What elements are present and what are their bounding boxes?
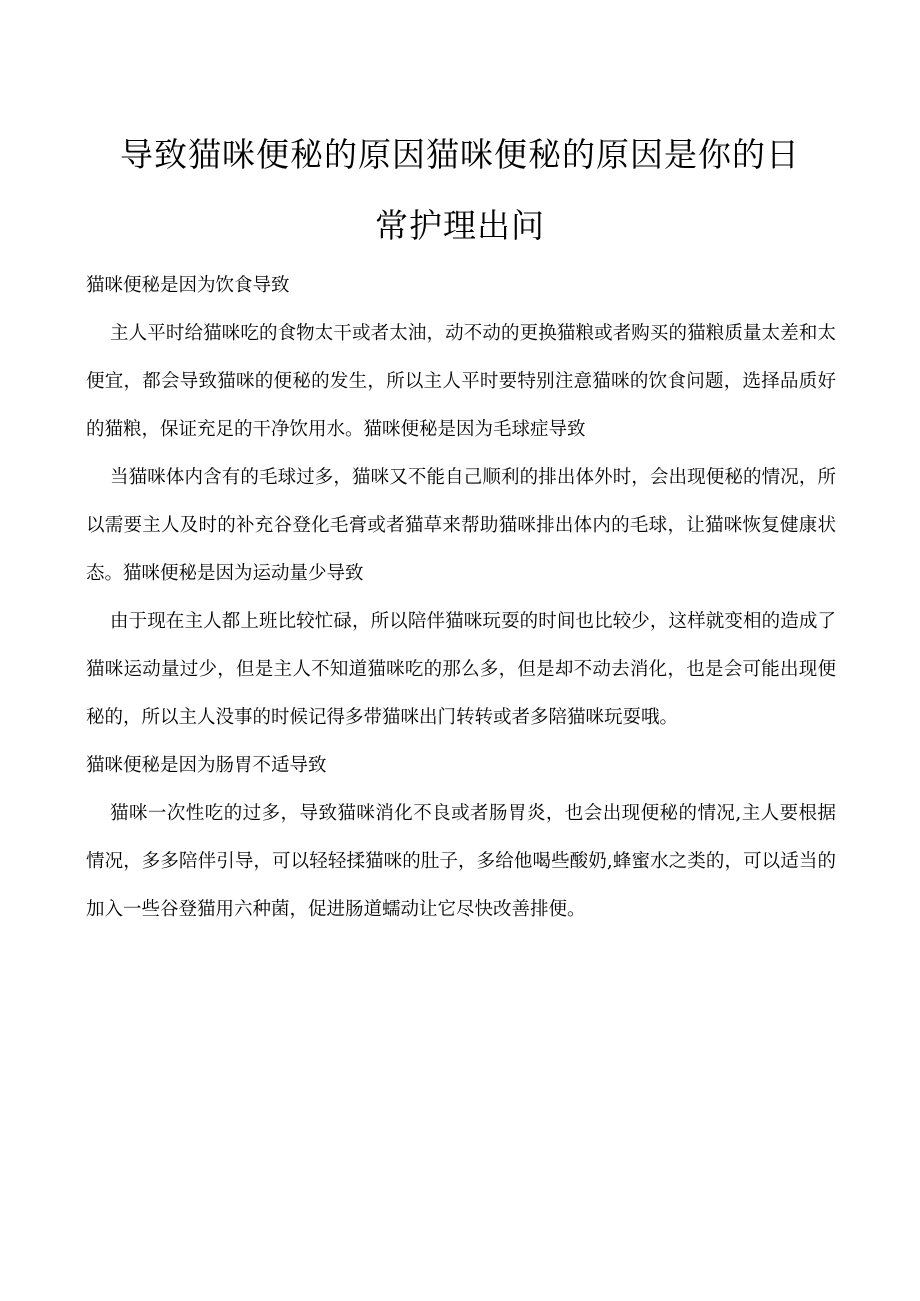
section-heading-stomach: 猫咪便秘是因为肠胃不适导致 bbox=[86, 755, 327, 776]
paragraph-exercise: 由于现在主人都上班比较忙碌，所以陪伴猫咪玩耍的时间也比较少，这样就变相的造成了猫咪运动量过少，但是主人不知道猫咪吃的那么多，但是却不动去消化，也是会可能出现便秘的，所以主人没事的时候记得多带猫咪出门转转或者多陪猫咪玩耍哦。 bbox=[86, 611, 836, 728]
document-title-line-2: 常护理出问 bbox=[375, 206, 545, 245]
document-title-line-1: 导致猫咪便秘的原因猫咪便秘的原因是你的日 bbox=[120, 135, 800, 174]
section-heading-diet: 猫咪便秘是因为饮食导致 bbox=[86, 275, 290, 296]
paragraph-diet: 主人平时给猫咪吃的食物太干或者太油，动不动的更换猫粮或者购买的猫粮质量太差和太便宜，都会导致猫咪的便秘的发生，所以主人平时要特别注意猫咪的饮食问题，选择品质好的猫粮，保证充足的干净饮用水。猫咪便秘是因为毛球症导致 bbox=[86, 323, 836, 440]
paragraph-hairball: 当猫咪体内含有的毛球过多，猫咪又不能自己顺利的排出体外时，会出现便秘的情况，所以需要主人及时的补充谷登化毛膏或者猫草来帮助猫咪排出体内的毛球，让猫咪恢复健康状态。猫咪便秘是因为运动量少导致 bbox=[86, 467, 836, 584]
paragraph-stomach: 猫咪一次性吃的过多，导致猫咪消化不良或者肠胃炎，也会出现便秘的情况,主人要根据情况，多多陪伴引导，可以轻轻揉猫咪的肚子，多给他喝些酸奶,蜂蜜水之类的，可以适当的加入一些谷登猫用六种菌，促进肠道蠕动让它尽快改善排便。 bbox=[86, 803, 836, 920]
